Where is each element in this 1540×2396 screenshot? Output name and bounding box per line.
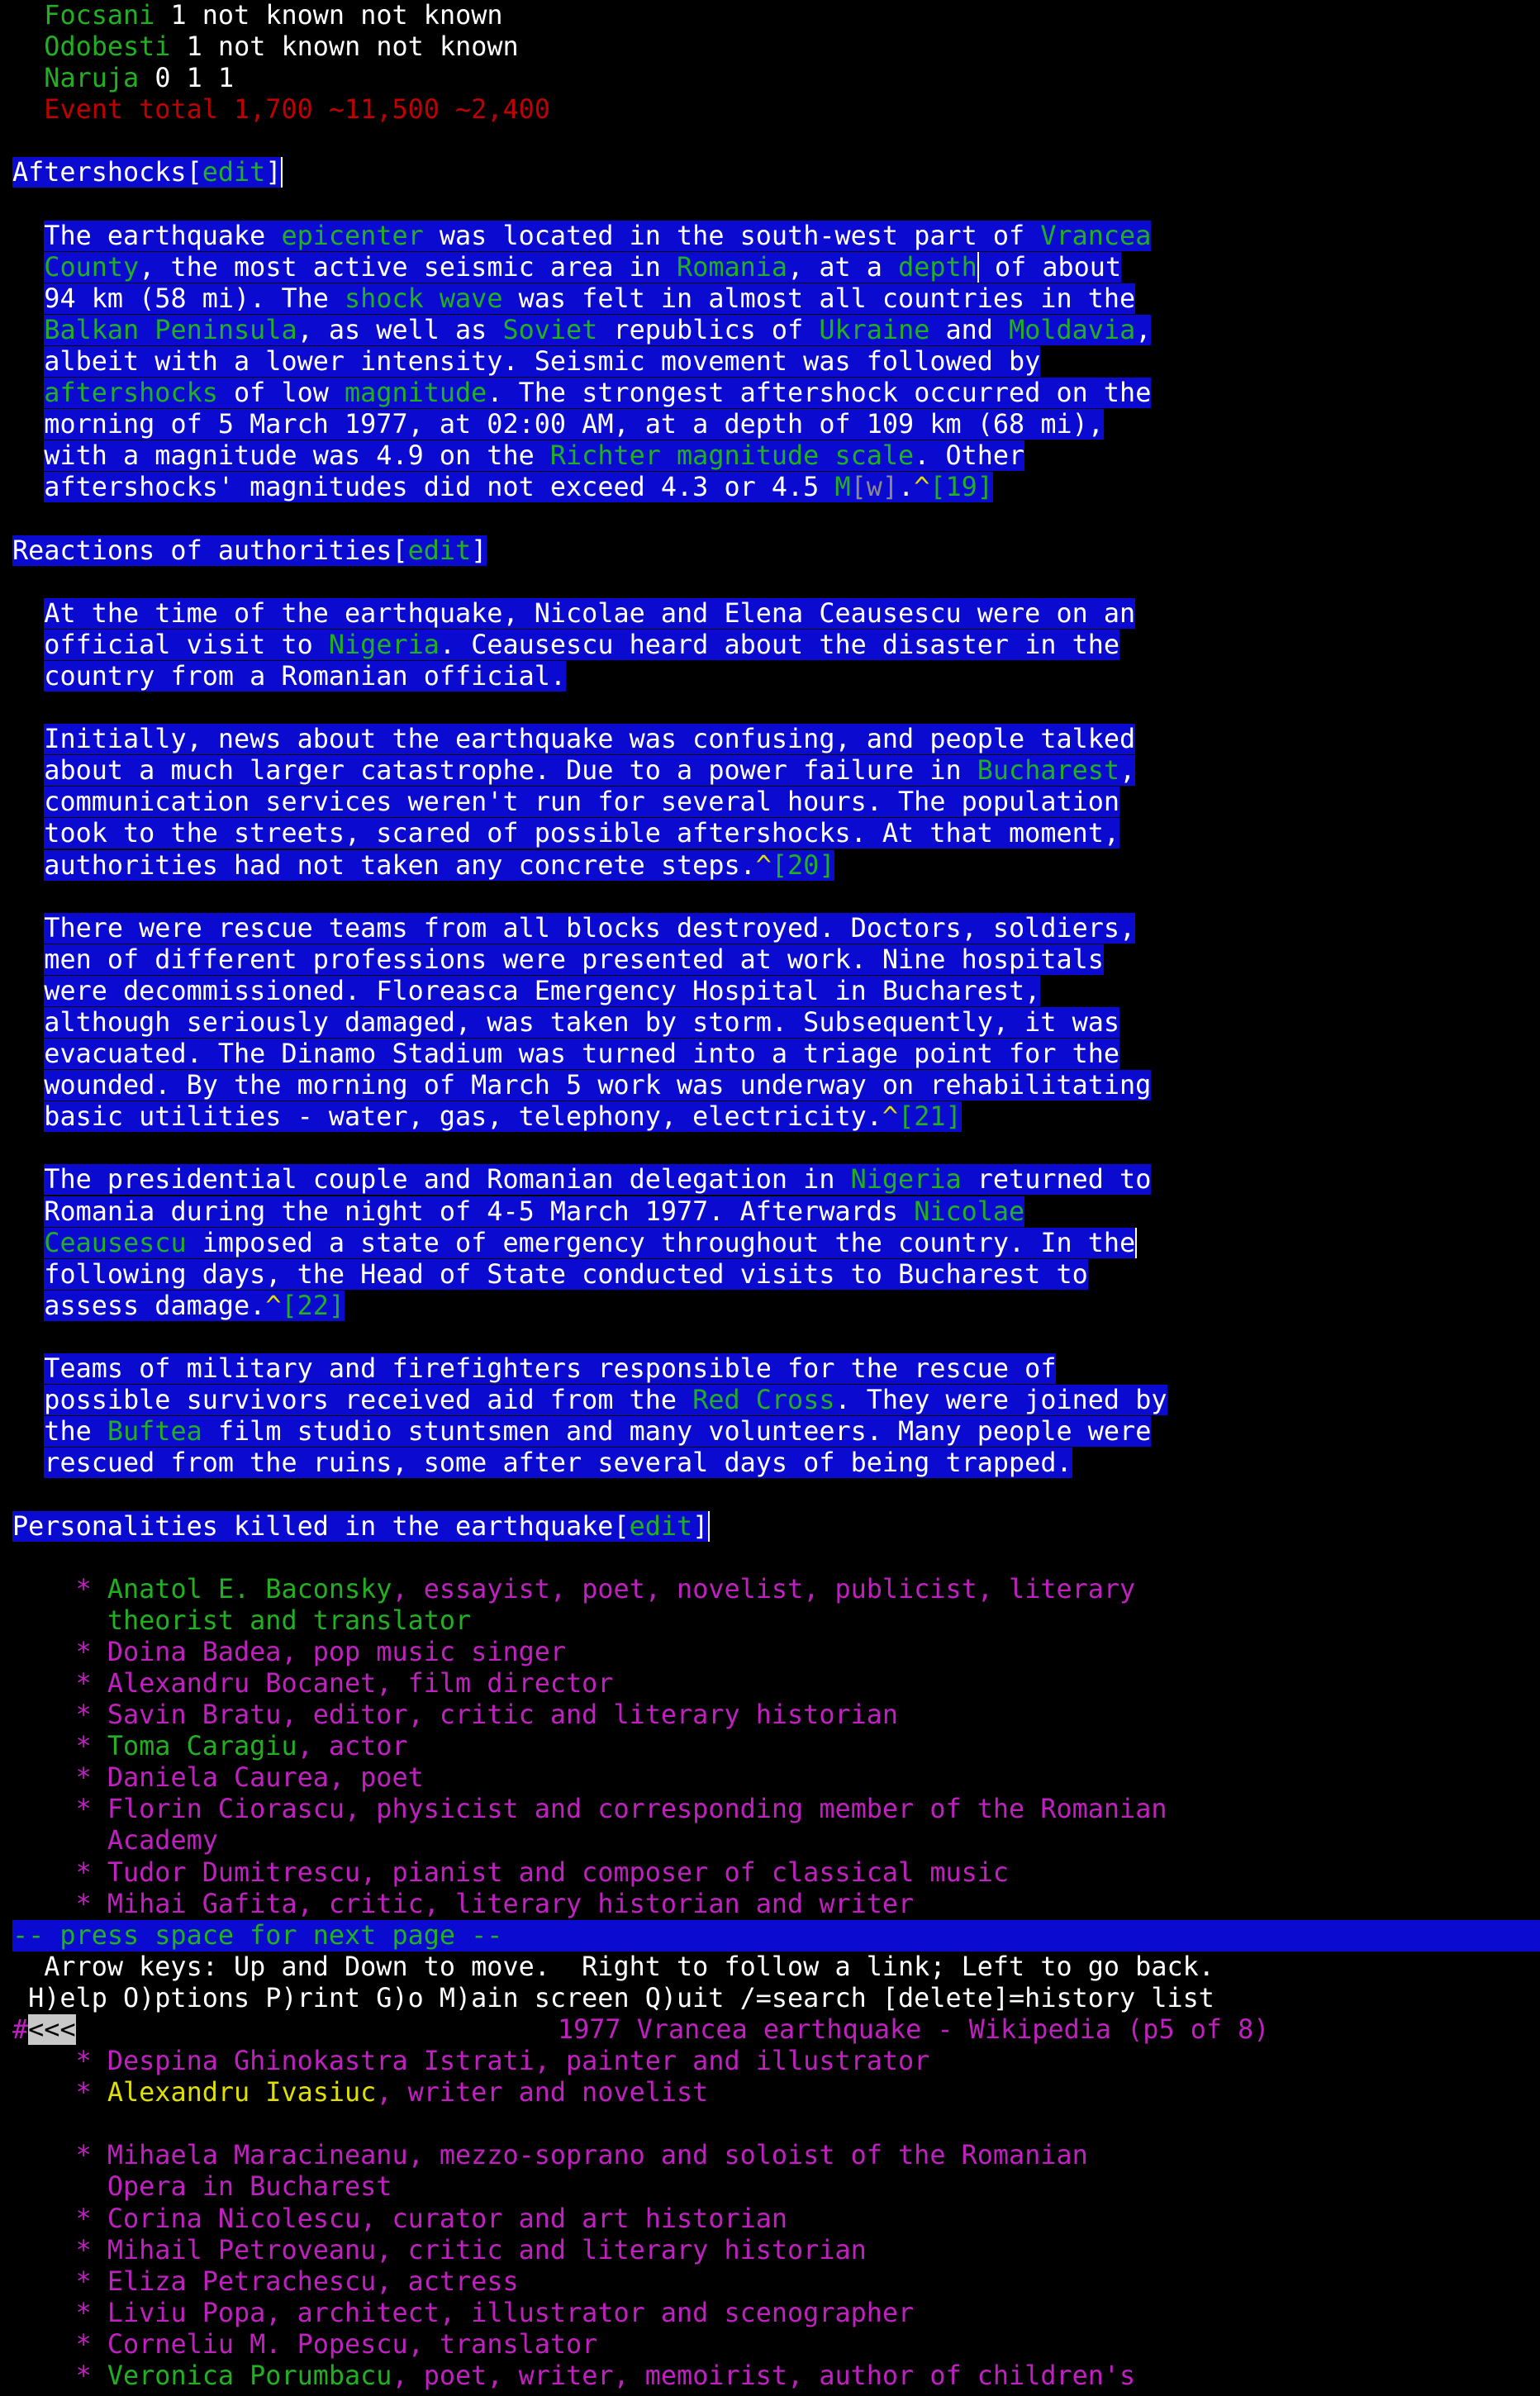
title-line [12, 2014, 1540, 2046]
edit-link-personalities[interactable]: edit [629, 1510, 693, 1542]
person-description: Mihaela Maracineanu, mezzo-soprano and soloist of the Romanian [107, 2140, 1088, 2171]
link-county[interactable]: County [44, 251, 140, 283]
table-cell: 1 [186, 63, 202, 94]
link-soviet[interactable]: Soviet [502, 314, 598, 345]
bullet: * [75, 1794, 107, 1825]
bullet: * [75, 2328, 107, 2360]
event-total-row [12, 94, 1540, 126]
table-cell: 1 [217, 63, 235, 94]
table-cell: 1 [170, 0, 187, 31]
person-description: , writer and novelist [376, 2077, 709, 2108]
bullet: * [75, 2140, 107, 2171]
place-link-odobesti[interactable]: Odobesti [44, 31, 171, 63]
event-total: Event total 1,700 ~11,500 ~2,400 [44, 94, 550, 126]
personalities-list [12, 1574, 1540, 1920]
list-item [12, 1857, 1540, 1889]
bullet: * [75, 1762, 107, 1794]
person-description: Florin Ciorascu, physicist and corresponding member of the Romanian [107, 1794, 1167, 1825]
place-link-naruja[interactable]: Naruja [44, 63, 140, 94]
list-item [12, 2298, 1540, 2329]
list-item [12, 1889, 1540, 1920]
table-cell: not known [360, 0, 503, 31]
table-row [12, 63, 1540, 94]
table-cell: 1 [186, 31, 202, 63]
person-link[interactable]: Alexandru Ivasiuc [107, 2077, 377, 2108]
table-cell: 0 [154, 63, 171, 94]
list-item [12, 1668, 1540, 1700]
edit-link-reactions[interactable]: edit [407, 535, 472, 566]
list-item-continuation: Academy [107, 1825, 218, 1856]
citation-20[interactable]: [20] [771, 849, 835, 881]
person-description: , essayist, poet, novelist, publicist, literary [392, 1573, 1136, 1604]
bullet: * [75, 2234, 107, 2265]
list-item-continuation: Opera in Bucharest [107, 2171, 392, 2203]
edit-link-aftershocks[interactable]: edit [202, 157, 266, 188]
link-nicolae-ceausescu[interactable]: Nicolae [914, 1196, 1025, 1227]
link-moment-magnitude[interactable]: M [834, 472, 851, 503]
link-vrancea[interactable]: Vrancea [1040, 220, 1152, 251]
more-prompt: -- press space for next page -- [12, 1920, 1540, 1952]
section-heading-reactions [12, 535, 1540, 567]
link-epicenter[interactable]: epicenter [281, 220, 424, 251]
person-description: Corneliu M. Popescu, translator [107, 2328, 598, 2360]
list-item [12, 1700, 1540, 1731]
reactions-paragraph-2: Initially, news about the earthquake was confusing, and people talked about a much larger catastrophe. Due to a power failure in Bucharest, communication services weren't run for several hours. The population took to the streets, scared of possible aftershocks. At that moment, authorities had not taken any concrete steps.^[20] [44, 724, 1136, 881]
bullet: * [75, 2046, 107, 2077]
hash-marker: # [12, 2014, 29, 2045]
person-description: Eliza Petrachescu, actress [107, 2265, 519, 2297]
citation-21[interactable]: [21] [898, 1101, 962, 1133]
link-moldavia[interactable]: Moldavia [1009, 314, 1136, 345]
reactions-paragraph-3: There were rescue teams from all blocks destroyed. Doctors, soldiers, men of different professions were presented at work. Nine hospitals were decommissioned. Floreasca Emergency Hospital in Bucharest, although seriously damaged, was taken by storm. Subsequently, it was evacuated. The Dinamo Stadium was turned into a triage point for the wounded. By the morning of March 5 work was underway on rehabilitating basic utilities - water, gas, telephony, electricity.^[21] [44, 912, 1152, 1133]
section-heading-personalities [12, 1511, 1540, 1543]
heading-close: ] [265, 157, 282, 188]
list-item [12, 1637, 1540, 1668]
bullet: * [75, 1700, 107, 1731]
link-nigeria-2[interactable]: Nigeria [850, 1164, 962, 1196]
link-shock-wave[interactable]: shock wave [345, 283, 503, 314]
bullet: * [75, 2297, 107, 2328]
reactions-paragraph-4: The presidential couple and Romanian delegation in Nigeria returned to Romania during the night of 4-5 March 1977. Afterwards Nicolae Ceausescu imposed a state of emergency throughout the country. In the following days, the Head of State conducted visits to Bucharest to assess damage.^[22] [44, 1164, 1152, 1321]
person-description: Corina Nicolescu, curator and art historian [107, 2203, 788, 2234]
link-romania[interactable]: Romania [677, 251, 788, 283]
link-richter-scale[interactable]: Richter magnitude scale [549, 440, 915, 472]
bullet: * [75, 2203, 107, 2234]
bullet: * [75, 1573, 107, 1604]
list-item[interactable] [12, 1731, 1540, 1762]
list-item[interactable] [12, 2077, 1540, 2108]
person-description: Despina Ghinokastra Istrati, painter and illustrator [107, 2046, 930, 2077]
heading-text: Aftershocks[ [12, 157, 202, 188]
list-item [12, 2140, 1540, 2171]
link-ukraine[interactable]: Ukraine [819, 314, 930, 345]
table-cell: not known [202, 0, 345, 31]
list-item [12, 1794, 1540, 1825]
heading-close: ] [471, 535, 487, 566]
table-cell: not known [376, 31, 519, 63]
person-description: Mihai Gafita, critic, literary historian and writer [107, 1888, 915, 1919]
table-row [12, 0, 1540, 31]
link-buftea[interactable]: Buftea [107, 1416, 202, 1448]
list-item [12, 2266, 1540, 2298]
lynx-terminal [12, 0, 1540, 2392]
link-aftershocks[interactable]: aftershocks [44, 378, 218, 409]
person-description: , actor [297, 1731, 408, 1762]
table-row [12, 31, 1540, 63]
bullet: * [75, 1888, 107, 1919]
list-item-continuation: theorist and translator [107, 1604, 472, 1636]
heading-close: ] [692, 1510, 709, 1542]
link-balkan-peninsula[interactable]: Balkan Peninsula [44, 314, 297, 345]
table-cell: not known [217, 31, 361, 63]
bullet: * [75, 2360, 107, 2392]
citation-22[interactable]: [22] [281, 1290, 345, 1321]
list-item [12, 2046, 1540, 2077]
link-depth[interactable]: depth [898, 251, 977, 283]
link-nigeria[interactable]: Nigeria [328, 629, 440, 660]
bullet: * [75, 1856, 107, 1888]
person-link[interactable]: Veronica Porumbacu [107, 2360, 392, 2392]
list-item [12, 2203, 1540, 2235]
link-bucharest[interactable]: Bucharest [977, 755, 1120, 787]
list-item[interactable] [12, 1574, 1540, 1605]
section-heading-aftershocks [12, 157, 1540, 188]
help-line-2: H)elp O)ptions P)rint G)o M)ain screen Q)uit /=search [delete]=history list [12, 1982, 1214, 2013]
bullet: * [75, 1731, 107, 1762]
aftershocks-paragraph: The earthquake epicenter was located in the south-west part of Vrancea County, the most active seismic area in Romania, at a depth of about 94 km (58 mi). The shock wave was felt in almost all countries in the Balkan Peninsula, as well as Soviet republics of Ukraine and Moldavia, albeit with a lower intensity. Seismic movement was followed by aftershocks of low magnitude. The strongest aftershock occurred on the morning of 5 March 1977, at 02:00 AM, at a depth of 109 km (68 mi), with a magnitude was 4.9 on the Richter magnitude scale. Other aftershocks' magnitudes did not exceed 4.3 or 4.5 M[w].^[19] [44, 220, 1152, 503]
person-link[interactable]: Toma Caragiu [107, 1731, 297, 1762]
person-description: Mihail Petroveanu, critic and literary historian [107, 2234, 867, 2265]
person-description: , poet, writer, memoirist, author of children's [392, 2360, 1136, 2392]
bullet: * [75, 1636, 107, 1667]
personalities-list-continued [12, 2046, 1540, 2392]
link-nicolae-ceausescu-cont[interactable]: Ceausescu [44, 1227, 187, 1258]
help-line-1: Arrow keys: Up and Down to move. Right to follow a link; Left to go back. [12, 1951, 1214, 1982]
bullet: * [75, 2077, 107, 2108]
citation-19[interactable]: [19] [929, 472, 993, 503]
heading-text: Reactions of authorities[ [12, 535, 408, 566]
heading-text: Personalities killed in the earthquake[ [12, 1510, 630, 1542]
reactions-paragraph-5: Teams of military and firefighters responsible for the rescue of possible survivors received aid from the Red Cross. They were joined by the Buftea film studio stuntsmen and many volunteers. Many people were rescued from the ruins, some after several days of being trapped. [44, 1353, 1167, 1479]
bullet: * [75, 1667, 107, 1699]
person-description: Daniela Caurea, poet [107, 1762, 424, 1794]
place-link-focsani[interactable]: Focsani [44, 0, 155, 31]
reactions-paragraph-1: At the time of the earthquake, Nicolae and Elena Ceausescu were on an official visit to Nigeria. Ceausescu heard about the disaster in the country from a Romanian official. [44, 597, 1136, 692]
page-title: 1977 Vrancea earthquake - Wikipedia (p5 of 8) [558, 2014, 1270, 2045]
person-description: Tudor Dumitrescu, pianist and composer of classical music [107, 1856, 1010, 1888]
person-description: Doina Badea, pop music singer [107, 1636, 567, 1667]
link-red-cross[interactable]: Red Cross [692, 1385, 835, 1416]
list-item[interactable] [12, 2360, 1540, 2392]
bullet: * [75, 2265, 107, 2297]
link-magnitude[interactable]: magnitude [345, 378, 487, 409]
list-item [12, 1762, 1540, 1794]
person-link[interactable]: Anatol E. Baconsky [107, 1573, 392, 1604]
person-description: Liviu Popa, architect, illustrator and scenographer [107, 2297, 915, 2328]
person-description: Savin Bratu, editor, critic and literary historian [107, 1700, 899, 1731]
person-description: Alexandru Bocanet, film director [107, 1667, 614, 1699]
list-item [12, 2329, 1540, 2360]
back-marker[interactable]: <<< [28, 2014, 76, 2045]
list-item [12, 2235, 1540, 2266]
